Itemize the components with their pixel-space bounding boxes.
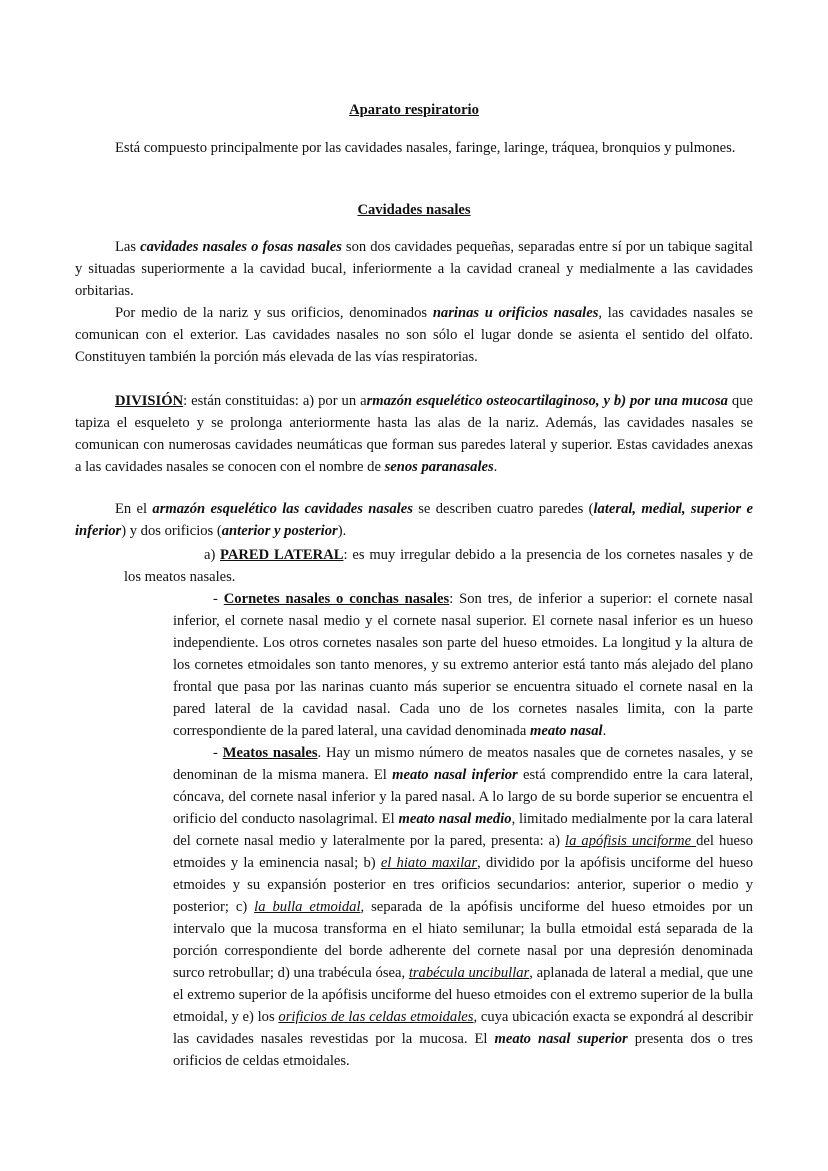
subitem-cornetes: - Cornetes nasales o conchas nasales: Son tres, de inferior a superior: el cornete nasal inferior, el cornete nasal medio y el cornete nasal superior. El cornete nasal inferior es un hueso independiente. Los otros cornetes nasales son parte del hueso etmoides. La longitud y la altura de los cornetes etmoidales son tanto menores, y su extremo anterior está tanto más alejado del plano frontal que pasa por las narinas cuanto más superior se encuentra situado el cornete nasal en la pared lateral de la cavidad nasal. Cada uno de los cornetes nasales limita, con la parte correspondiente de la pared lateral, una cavidad denominada meato nasal. xyxy=(173,591,753,739)
meatos-heading: Meatos nasales xyxy=(222,745,318,761)
paragraph-narinas: Por medio de la nariz y sus orificios, denominados narinas u orificios nasales, las cavidades nasales se comunican con el exterior. Las cavidades nasales no son sólo el lugar donde se asienta el sentido del olfato. Constituyen también la porción más elevada de las vías respiratorias. xyxy=(75,305,753,365)
subitem-meatos: - Meatos nasales. Hay un mismo número de meatos nasales que de cornetes nasales, y se denominan de la misma manera. El meato nasal inferior está comprendido entre la cara lateral, cóncava, del cornete nasal inferior y la pared nasal. A lo largo de su borde superior se encuentra el orificio del conducto nasolagrimal. El meato nasal medio, limitado medialmente por la cara lateral del cornete nasal medio y lateralmente por la pared, presenta: a) la apófisis unciforme del hueso etmoides y la eminencia nasal; b) el hiato maxilar, dividido por la apófisis unciforme del hueso etmoides y su expansión posterior en tres orificios secundarios: anterior, superior o medio y posterior; c) la bulla etmoidal, separada de la apófisis unciforme del hueso etmoides por un intervalo que la mucosa transforma en el hiato semilunar; la bulla etmoidal está separada de la porción correspondiente del borde adherente del cornete nasal por una depresión denominada surco retrobullar; d) una trabécula ósea, trabécula uncibullar, aplanada de lateral a medial, que une el extremo superior de la apófisis unciforme del hueso etmoides con el extremo superior de la bulla etmoidal, y e) los orificios de las celdas etmoidales, cuya ubicación exacta se expondrá al describir las cavidades nasales revestidas por la mucosa. El meato nasal superior presenta dos o tres orificios de celdas etmoidales. xyxy=(173,745,754,1069)
pared-lateral-heading: PARED LATERAL xyxy=(220,547,344,563)
division-heading: DIVISIÓN xyxy=(115,393,184,409)
item-pared-lateral: a) PARED LATERAL: es muy irregular debido a la presencia de los cornetes nasales y de los meatos nasales. xyxy=(124,544,753,588)
paragraph-armazon: En el armazón esquelético las cavidades nasales se describen cuatro paredes (lateral, medial, superior e inferior) y dos orificios (anterior y posterior). xyxy=(75,501,753,539)
intro-paragraph: Está compuesto principalmente por las cavidades nasales, faringe, laringe, tráquea, bronquios y pulmones. xyxy=(115,140,736,156)
cornetes-heading: Cornetes nasales o conchas nasales xyxy=(223,591,450,607)
paragraph-cavidades: Las cavidades nasales o fosas nasales son dos cavidades pequeñas, separadas entre sí por un tabique sagital y situadas superiormente a la cavidad bucal, inferiormente a la cavidad craneal y medialmente a las cavidades orbitarias. xyxy=(75,239,753,299)
section-title: Cavidades nasales xyxy=(357,202,471,218)
list-marker: a) xyxy=(204,547,216,563)
paragraph-division: DIVISIÓN: están constituidas: a) por un armazón esquelético osteocartilaginoso, y b) por una mucosa que tapiza el esqueleto y se prolonga anteriormente hasta las alas de la nariz. Además, las cavidades nasales se comunican con numerosas cavidades neumáticas que forman sus paredes lateral y superior. Estas cavidades anexas a las cavidades nasales se conocen con el nombre de senos paranasales. xyxy=(75,393,753,475)
page-title: Aparato respiratorio xyxy=(349,102,479,118)
